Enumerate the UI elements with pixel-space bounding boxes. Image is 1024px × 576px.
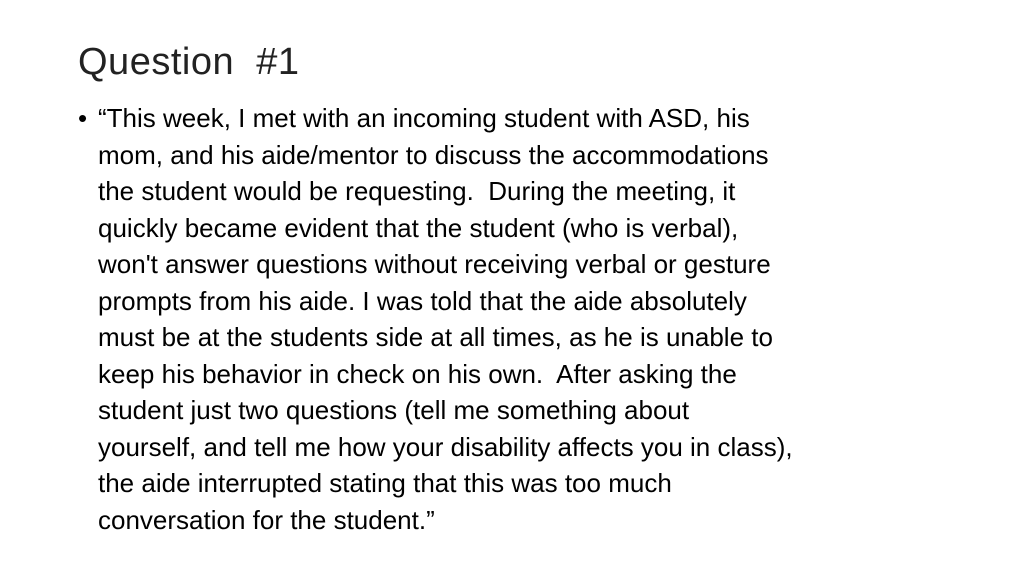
list-item <box>78 100 958 538</box>
quote-line: conversation for the student.” <box>98 504 435 535</box>
bullet-icon: • <box>78 103 88 133</box>
quote-line: won't answer questions without receiving verbal or gesture <box>98 249 771 279</box>
quote-line: prompts from his aide. I was told that the aide absolutely <box>98 285 747 316</box>
quote-line: keep his behavior in check on his own. After asking the <box>98 358 737 389</box>
quote-line: quickly became evident that the student (who is verbal), <box>98 212 739 243</box>
quote-line: “This week, I met with an incoming student with ASD, his <box>98 103 750 133</box>
slide-title: Question #1 <box>78 41 300 83</box>
quote-line: mom, and his aide/mentor to discuss the accommodations <box>98 139 769 170</box>
quote-line: the student would be requesting. During the meeting, it <box>98 176 736 206</box>
quote-line: must be at the students side at all times, as he is unable to <box>98 322 773 352</box>
bullet-list <box>78 100 958 538</box>
quote-line: student just two questions (tell me something about <box>98 395 690 425</box>
quote-line: yourself, and tell me how your disability affects you in class), <box>98 431 793 462</box>
quote-line: the aide interrupted stating that this was too much <box>98 468 672 498</box>
